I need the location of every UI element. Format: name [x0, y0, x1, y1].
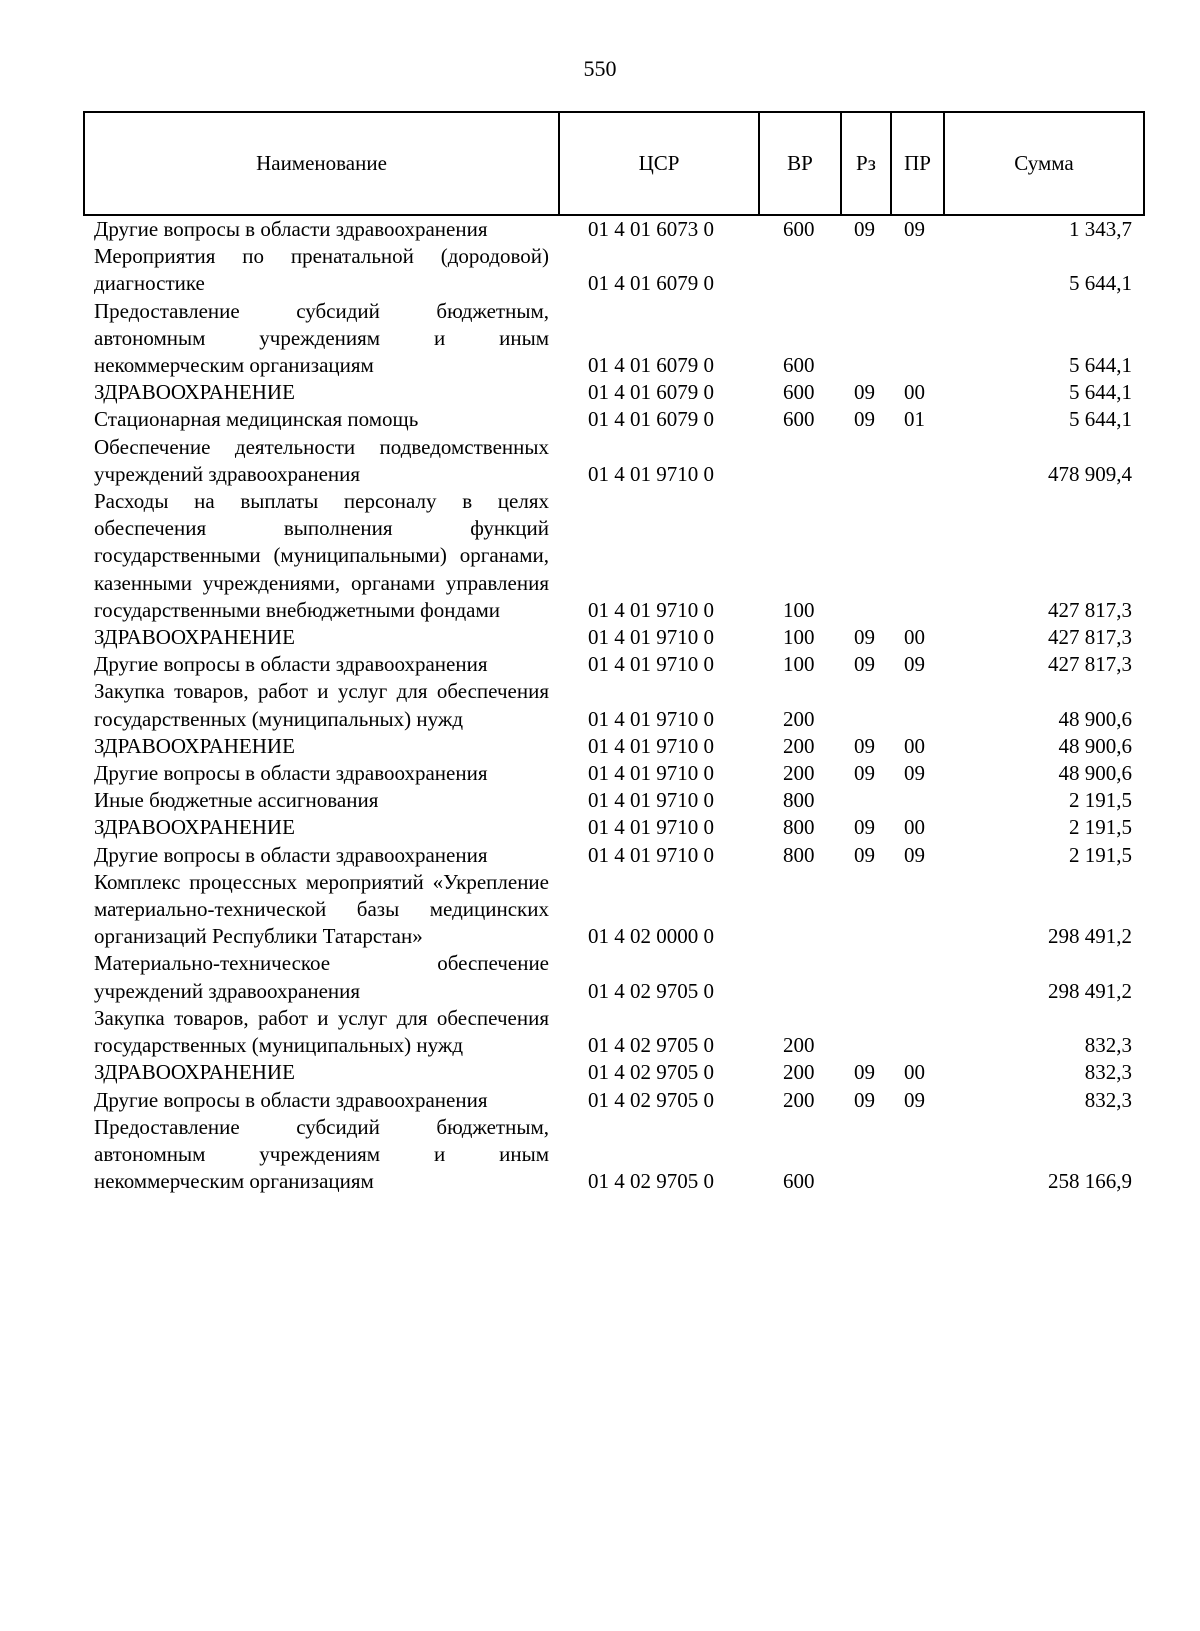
- table-row: [84, 434, 1144, 488]
- cell-name: ЗДРАВООХРАНЕНИЕ: [94, 625, 295, 650]
- cell-name: Другие вопросы в области здравоохранения: [94, 761, 488, 786]
- cell-vr: 600: [783, 353, 815, 378]
- cell-name: ЗДРАВООХРАНЕНИЕ: [94, 733, 295, 758]
- cell-vr: [759, 950, 841, 1004]
- cell-sum: 258 166,9: [1048, 1169, 1132, 1194]
- cell-sum: 48 900,6: [1058, 761, 1132, 786]
- table-row: [84, 488, 1144, 624]
- cell-csr: 01 4 01 9710 0: [588, 761, 714, 786]
- cell-sum: 2 191,5: [1069, 788, 1132, 813]
- cell-pr: [891, 678, 944, 732]
- cell-sum: 1 343,7: [1069, 217, 1132, 241]
- table-row: [84, 406, 1144, 433]
- cell-csr: 01 4 01 9710 0: [588, 706, 714, 731]
- cell-vr: 200: [783, 706, 815, 731]
- cell-rz: 09: [854, 761, 875, 786]
- cell-pr: 00: [904, 380, 925, 405]
- cell-rz: 09: [854, 815, 875, 840]
- cell-sum: 5 644,1: [1069, 407, 1132, 432]
- cell-csr: 01 4 01 6079 0: [588, 353, 714, 378]
- cell-name: Стационарная медицинская помощь: [94, 407, 419, 432]
- cell-csr: 01 4 01 9710 0: [588, 733, 714, 758]
- cell-name: ЗДРАВООХРАНЕНИЕ: [94, 1060, 295, 1085]
- cell-vr: 600: [783, 407, 815, 432]
- header-pr: ПР: [891, 112, 944, 215]
- cell-pr: [891, 950, 944, 1004]
- cell-vr: 200: [783, 1033, 815, 1058]
- cell-csr: 01 4 02 9705 0: [588, 1033, 714, 1058]
- cell-rz: 09: [854, 380, 875, 405]
- cell-rz: [841, 1114, 891, 1196]
- cell-sum: 832,3: [1084, 1033, 1132, 1058]
- cell-csr: 01 4 01 6079 0: [588, 380, 714, 405]
- cell-name: Предоставление субсидий бюджетным, автономным учреждениям и иным некоммерческим организациям: [94, 298, 549, 378]
- table-row: [84, 950, 1144, 1004]
- cell-sum: 5 644,1: [1069, 271, 1132, 296]
- cell-csr: 01 4 01 6079 0: [588, 407, 714, 432]
- cell-sum: 298 491,2: [1048, 924, 1132, 949]
- cell-rz: [841, 950, 891, 1004]
- cell-rz: 09: [854, 652, 875, 677]
- cell-name: Другие вопросы в области здравоохранения: [94, 652, 488, 677]
- cell-name: Другие вопросы в области здравоохранения: [94, 842, 488, 867]
- cell-pr: 01: [904, 407, 925, 432]
- cell-vr: 100: [783, 625, 815, 650]
- cell-rz: [841, 243, 891, 297]
- cell-name: ЗДРАВООХРАНЕНИЕ: [94, 380, 295, 405]
- cell-csr: 01 4 01 9710 0: [588, 652, 714, 677]
- cell-csr: 01 4 01 6073 0: [588, 217, 714, 241]
- cell-csr: 01 4 02 9705 0: [588, 1087, 714, 1112]
- header-vr: ВР: [759, 112, 841, 215]
- cell-csr: 01 4 01 9710 0: [588, 461, 714, 486]
- cell-vr: 600: [783, 1169, 815, 1194]
- cell-sum: 2 191,5: [1069, 815, 1132, 840]
- cell-vr: 100: [783, 597, 815, 622]
- cell-pr: 09: [904, 761, 925, 786]
- cell-csr: 01 4 01 6079 0: [588, 271, 714, 296]
- cell-pr: [891, 1005, 944, 1059]
- cell-pr: [891, 869, 944, 951]
- cell-pr: [891, 787, 944, 814]
- table-row: [84, 243, 1144, 297]
- cell-name: Предоставление субсидий бюджетным, автономным учреждениям и иным некоммерческим организациям: [94, 1114, 549, 1194]
- cell-name: Материально-техническое обеспечение учреждений здравоохранения: [94, 951, 549, 1003]
- cell-pr: 09: [904, 652, 925, 677]
- cell-sum: 5 644,1: [1069, 353, 1132, 378]
- cell-vr: 800: [783, 842, 815, 867]
- cell-pr: [891, 1114, 944, 1196]
- cell-pr: 00: [904, 815, 925, 840]
- table-row: [84, 298, 1144, 380]
- cell-vr: [759, 243, 841, 297]
- table-row: [84, 1087, 1144, 1114]
- cell-pr: 00: [904, 625, 925, 650]
- cell-pr: [891, 434, 944, 488]
- cell-name: Мероприятия по пренатальной (дородовой) диагностике: [94, 244, 549, 296]
- table-row: [84, 787, 1144, 814]
- cell-sum: 832,3: [1084, 1087, 1132, 1112]
- cell-rz: [841, 678, 891, 732]
- cell-sum: 5 644,1: [1069, 380, 1132, 405]
- table-row: [84, 733, 1144, 760]
- cell-pr: [891, 243, 944, 297]
- cell-name: ЗДРАВООХРАНЕНИЕ: [94, 815, 295, 840]
- cell-vr: 100: [783, 652, 815, 677]
- cell-sum: 48 900,6: [1058, 706, 1132, 731]
- cell-sum: 832,3: [1084, 1060, 1132, 1085]
- cell-pr: 00: [904, 733, 925, 758]
- cell-vr: 200: [783, 733, 815, 758]
- cell-pr: [891, 298, 944, 380]
- cell-csr: 01 4 01 9710 0: [588, 625, 714, 650]
- cell-pr: 09: [904, 842, 925, 867]
- cell-vr: 600: [783, 217, 815, 241]
- header-sum: Сумма: [944, 112, 1144, 215]
- cell-csr: 01 4 01 9710 0: [588, 597, 714, 622]
- cell-name: Другие вопросы в области здравоохранения: [94, 1087, 488, 1112]
- cell-rz: 09: [854, 625, 875, 650]
- page-number: 550: [583, 56, 617, 81]
- table-row: [84, 379, 1144, 406]
- table-row: [84, 215, 1144, 243]
- table-row: [84, 1005, 1144, 1059]
- cell-vr: 600: [783, 380, 815, 405]
- cell-vr: [759, 434, 841, 488]
- budget-table: [83, 111, 1145, 1195]
- cell-name: Расходы на выплаты персоналу в целях обеспечения выполнения функций государственными (муниципальными) органами, казенными учреждениями, органами управления государственными внебюджетными фондами: [94, 489, 549, 622]
- cell-csr: 01 4 01 9710 0: [588, 788, 714, 813]
- table-row: [84, 842, 1144, 869]
- cell-name: Иные бюджетные ассигнования: [94, 788, 379, 813]
- cell-rz: 09: [854, 1060, 875, 1085]
- cell-rz: [841, 298, 891, 380]
- table-row: [84, 869, 1144, 951]
- cell-rz: 09: [854, 217, 875, 241]
- cell-rz: 09: [854, 1087, 875, 1112]
- table-row: [84, 678, 1144, 732]
- cell-sum: 427 817,3: [1048, 597, 1132, 622]
- table-body: [84, 215, 1144, 1195]
- table-row: [84, 814, 1144, 841]
- cell-sum: 48 900,6: [1058, 733, 1132, 758]
- table-row: [84, 1114, 1144, 1196]
- table-row: [84, 651, 1144, 678]
- cell-vr: 200: [783, 1060, 815, 1085]
- cell-csr: 01 4 02 9705 0: [588, 1169, 714, 1194]
- table-row: [84, 1059, 1144, 1086]
- cell-rz: 09: [854, 407, 875, 432]
- cell-name: Обеспечение деятельности подведомственных учреждений здравоохранения: [94, 434, 549, 486]
- cell-rz: [841, 488, 891, 624]
- cell-pr: [891, 488, 944, 624]
- table-row: [84, 624, 1144, 651]
- cell-rz: [841, 869, 891, 951]
- header-name: Наименование: [84, 112, 559, 215]
- cell-rz: [841, 434, 891, 488]
- header-csr: ЦСР: [559, 112, 759, 215]
- cell-pr: 09: [904, 217, 925, 241]
- header-rz: Рз: [841, 112, 891, 215]
- table-row: [84, 760, 1144, 787]
- cell-rz: [841, 1005, 891, 1059]
- cell-vr: 200: [783, 1087, 815, 1112]
- cell-rz: [841, 787, 891, 814]
- cell-rz: 09: [854, 733, 875, 758]
- cell-csr: 01 4 01 9710 0: [588, 842, 714, 867]
- cell-rz: 09: [854, 842, 875, 867]
- cell-sum: 427 817,3: [1048, 625, 1132, 650]
- cell-csr: 01 4 02 9705 0: [588, 978, 714, 1003]
- cell-name: Другие вопросы в области здравоохранения: [94, 217, 488, 241]
- cell-name: Комплекс процессных мероприятий «Укрепление материально-технической базы медицинских организаций Республики Татарстан»: [94, 869, 549, 949]
- cell-vr: 200: [783, 761, 815, 786]
- cell-name: Закупка товаров, работ и услуг для обеспечения государственных (муниципальных) нужд: [94, 679, 549, 731]
- cell-pr: 09: [904, 1087, 925, 1112]
- cell-vr: 800: [783, 815, 815, 840]
- cell-sum: 2 191,5: [1069, 842, 1132, 867]
- cell-sum: 427 817,3: [1048, 652, 1132, 677]
- cell-csr: 01 4 01 9710 0: [588, 815, 714, 840]
- cell-pr: 00: [904, 1060, 925, 1085]
- cell-vr: [759, 869, 841, 951]
- cell-csr: 01 4 02 9705 0: [588, 1060, 714, 1085]
- cell-sum: 298 491,2: [1048, 978, 1132, 1003]
- table-header: [84, 112, 1144, 215]
- cell-vr: 800: [783, 788, 815, 813]
- cell-name: Закупка товаров, работ и услуг для обеспечения государственных (муниципальных) нужд: [94, 1005, 549, 1058]
- cell-csr: 01 4 02 0000 0: [588, 924, 714, 949]
- cell-sum: 478 909,4: [1048, 461, 1132, 486]
